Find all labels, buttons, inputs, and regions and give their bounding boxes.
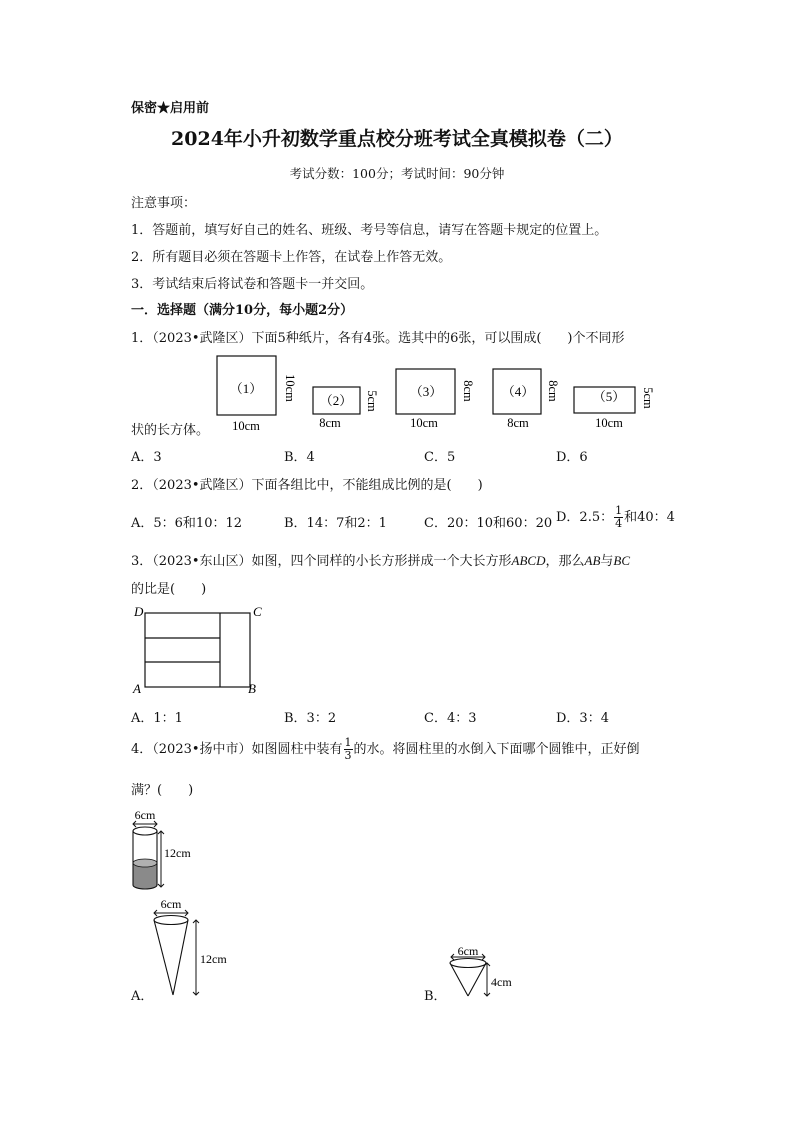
q3-stem-part-c: 与 xyxy=(600,554,614,569)
q3-stem-end: 的比是( ) xyxy=(131,582,207,597)
q4-cylinder-figure xyxy=(125,805,215,895)
note-item-1: 1．答题前，填写好自己的姓名、班级、考号等信息，请写在答题卡规定的位置上。 xyxy=(131,223,608,238)
q3-rectangle-figure xyxy=(130,600,265,700)
card-3-height: 8cm xyxy=(461,380,475,402)
q3-option-c: C．4：3 xyxy=(424,711,477,726)
label-c: C xyxy=(253,604,262,619)
q3-stem-part-a: 3．（2023•东山区）如图，四个同样的小长方形拼成一个大长方形 xyxy=(131,554,512,569)
q1-option-a: A．3 xyxy=(131,450,162,465)
fraction-denominator: 3 xyxy=(344,749,352,762)
q3-option-b: B．3：2 xyxy=(284,711,337,726)
q4-option-a-label: A． xyxy=(131,989,154,1004)
card-3-label: （3） xyxy=(409,384,443,399)
label-b: B xyxy=(248,681,256,696)
q4-stem-part-b: 的水。将圆柱里的水倒入下面哪个圆锥中，正好倒 xyxy=(353,742,640,757)
q2-option-b: B．14：7和2：1 xyxy=(284,516,387,531)
card-5-label: （5） xyxy=(592,389,626,404)
q2-option-d-suffix: 和40：4 xyxy=(624,510,675,525)
big-rectangle xyxy=(145,613,250,687)
q4-stem-end: 满？( ) xyxy=(131,783,194,798)
notes-heading: 注意事项： xyxy=(131,196,197,211)
cylinder-top xyxy=(133,827,157,835)
fraction-denominator: 4 xyxy=(615,517,623,530)
card-5-height: 5cm xyxy=(641,387,655,409)
q3-option-d: D．3：4 xyxy=(556,711,609,726)
q1-option-c: C．5 xyxy=(424,450,456,465)
card-3-width: 10cm xyxy=(410,416,438,430)
cone-a-top xyxy=(154,916,188,925)
cone-a-height: 12cm xyxy=(200,952,227,966)
note-item-2: 2．所有题目必须在答题卡上作答，在试卷上作答无效。 xyxy=(131,250,452,265)
exam-info: 考试分数：100分；考试时间：90分钟 xyxy=(289,166,505,181)
fraction-numerator: 1 xyxy=(344,736,352,749)
q4-stem-part-a: 4．（2023•扬中市）如图圆柱中装有 xyxy=(131,742,343,757)
cylinder-height: 12cm xyxy=(164,846,191,860)
card-1-width: 10cm xyxy=(232,419,260,433)
page-title: 2024年小升初数学重点校分班考试全真模拟卷（二） xyxy=(171,128,623,150)
q1-option-b: B．4 xyxy=(284,450,315,465)
card-2-label: （2） xyxy=(319,393,353,408)
q1-paper-cards-figure xyxy=(200,350,670,434)
section-heading: 一．选择题（满分10分，每小题2分） xyxy=(131,303,354,318)
q2-option-d xyxy=(556,505,675,531)
label-a: A xyxy=(133,681,141,696)
fraction-numerator: 1 xyxy=(615,504,623,517)
q2-option-a: A．5：6和10：12 xyxy=(131,516,243,531)
q2-stem: 2．（2023•武隆区）下面各组比中，不能组成比例的是( ) xyxy=(131,478,483,493)
note-item-3: 3．考试结束后将试卷和答题卡一并交回。 xyxy=(131,277,374,292)
q2-option-d-fraction xyxy=(614,505,623,530)
card-1-label: （1） xyxy=(229,381,263,396)
q3-option-a: A．1：1 xyxy=(131,711,183,726)
q3-abcd: ABCD xyxy=(511,553,546,568)
q3-ab: AB xyxy=(584,553,601,568)
q4-cone-a-figure xyxy=(140,895,250,1000)
confidential-mark: 保密★启用前 xyxy=(131,101,210,116)
card-1-height: 10cm xyxy=(283,374,297,402)
q4-fraction xyxy=(344,737,353,762)
cylinder-diameter: 6cm xyxy=(134,808,156,822)
q3-bc: BC xyxy=(613,553,631,568)
q2-option-d-prefix: D．2.5： xyxy=(556,510,614,525)
label-d: D xyxy=(134,604,144,619)
q1-stem-end: 状的长方体。 xyxy=(131,423,210,438)
q2-option-c: C．20：10和60：20 xyxy=(424,516,553,531)
card-5-width: 10cm xyxy=(595,416,623,430)
q3-stem-part-b: ，那么 xyxy=(545,554,585,569)
cone-b-height: 4cm xyxy=(491,975,512,989)
q1-option-d: D．6 xyxy=(556,450,588,465)
card-2-height: 5cm xyxy=(365,390,379,412)
cone-b-top xyxy=(450,959,486,968)
q4-cone-b-figure xyxy=(435,940,525,1000)
cone-a-diameter: 6cm xyxy=(160,897,182,911)
card-4-label: （4） xyxy=(501,384,535,399)
q1-stem: 1．（2023•武隆区）下面5种纸片，各有4张。选其中的6张，可以围成( )个不同形 xyxy=(131,331,625,346)
q4-stem xyxy=(131,737,640,763)
q4-option-b-label: B． xyxy=(424,989,447,1004)
q3-stem xyxy=(131,550,630,569)
card-4-height: 8cm xyxy=(546,380,560,402)
cone-b-diameter: 6cm xyxy=(457,944,479,958)
card-2-width: 8cm xyxy=(319,416,341,430)
card-4-width: 8cm xyxy=(507,416,529,430)
